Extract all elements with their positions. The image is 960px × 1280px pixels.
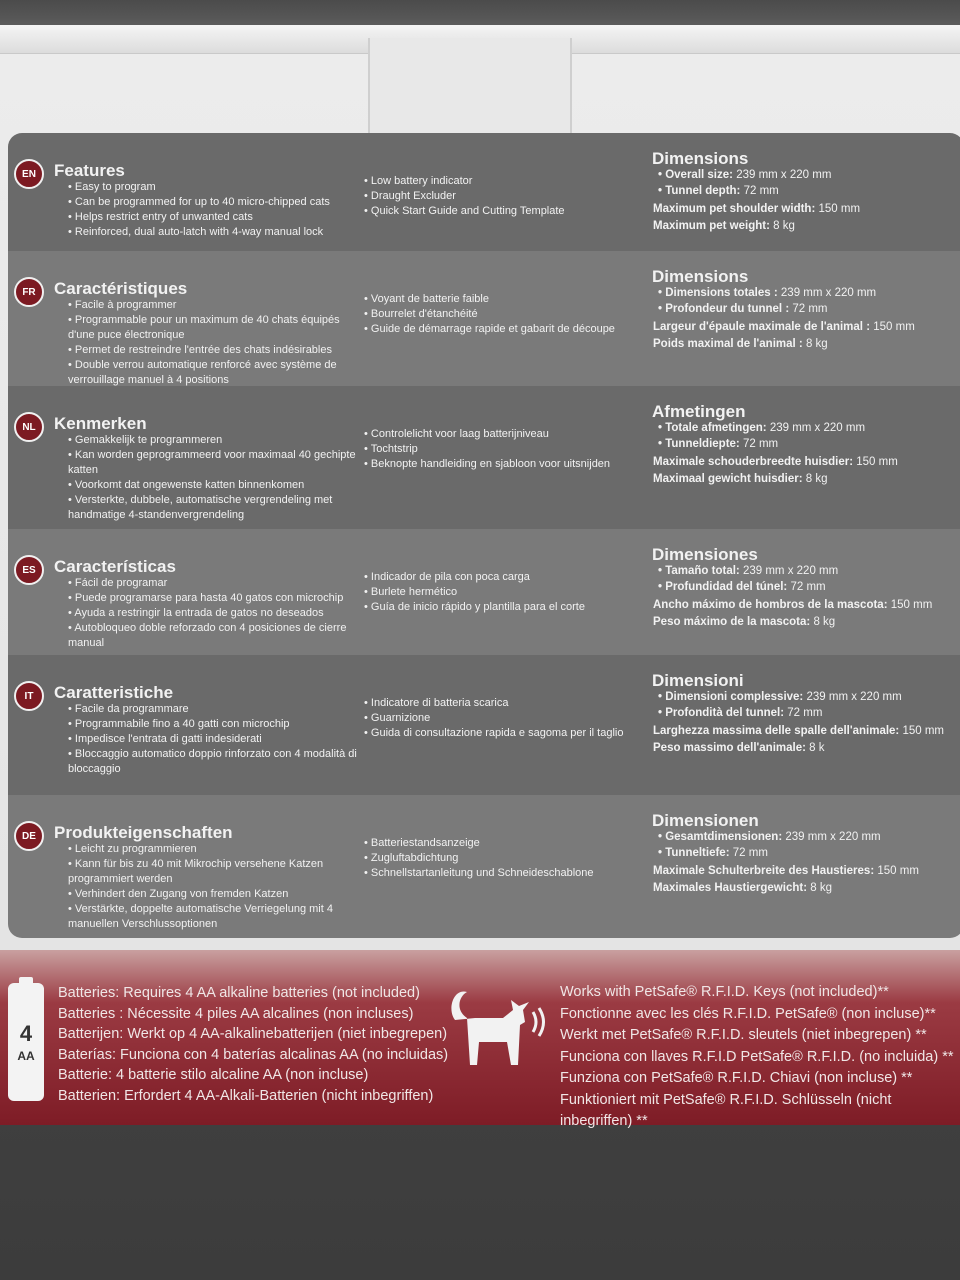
feature-item: • Easy to program bbox=[68, 180, 358, 195]
feature-list-2 bbox=[364, 427, 644, 472]
language-badge: EN bbox=[14, 159, 44, 189]
dimensions-title: Dimensionen bbox=[652, 811, 759, 830]
feature-item: • Bloccaggio automatico doppio rinforzato con 4 modalità di bloccaggio bbox=[68, 747, 358, 777]
dimension-value: 150 mm bbox=[856, 456, 898, 468]
feature-item: • Can be programmed for up to 40 micro-chipped cats bbox=[68, 195, 358, 210]
section-title: Caratteristiche bbox=[54, 683, 174, 702]
feature-item: • Zugluftabdichtung bbox=[364, 851, 644, 866]
feature-item: • Controlelicht voor laag batterijniveau bbox=[364, 427, 644, 442]
dimension-value: 72 mm bbox=[743, 185, 779, 197]
feature-item: • Fácil de programar bbox=[68, 576, 358, 591]
dimension-label: • Tunneltiefe: bbox=[658, 847, 730, 859]
dimensions-title: Dimensiones bbox=[652, 545, 758, 564]
dimension-line bbox=[653, 220, 795, 232]
feature-item: • Impedisce l'entrata di gatti indesiderati bbox=[68, 732, 358, 747]
dimension-label: Peso máximo de la mascota: bbox=[653, 616, 811, 628]
dimension-value: 8 kg bbox=[810, 882, 832, 894]
feature-list bbox=[68, 576, 358, 651]
feature-list-2 bbox=[364, 292, 644, 337]
feature-item: • Low battery indicator bbox=[364, 174, 644, 189]
feature-item: • Reinforced, dual auto-latch with 4-way manual lock bbox=[68, 225, 358, 240]
battery-line: Batterien: Erfordert 4 AA-Alkali-Batterien (nicht inbegriffen) bbox=[58, 1087, 434, 1104]
feature-list bbox=[68, 842, 358, 932]
language-badge: DE bbox=[14, 821, 44, 851]
dimensions-title: Dimensions bbox=[652, 267, 749, 286]
dimension-label: • Profundidad del túnel: bbox=[658, 581, 788, 593]
rfid-line: Funktioniert mit PetSafe® R.F.I.D. Schlüsseln (nicht inbegriffen) ** bbox=[560, 1091, 892, 1129]
dimensions-title: Dimensions bbox=[652, 149, 749, 168]
dimension-label: Largeur d'épaule maximale de l'animal : bbox=[653, 321, 871, 333]
dimension-line bbox=[658, 847, 768, 859]
language-badge: ES bbox=[14, 555, 44, 585]
dimension-value: 239 mm x 220 mm bbox=[742, 565, 839, 577]
feature-item: • Autobloqueo doble reforzado con 4 posiciones de cierre manual bbox=[68, 621, 358, 651]
feature-item: • Beknopte handleiding en sjabloon voor uitsnijden bbox=[364, 457, 644, 472]
dimension-value: 72 mm bbox=[790, 581, 826, 593]
feature-item: • Schnellstartanleitung und Schneideschablone bbox=[364, 866, 644, 881]
section-fr bbox=[8, 251, 960, 386]
battery-line: Batterijen: Werkt op 4 AA-alkalinebatterijen (niet inbegrepen) bbox=[58, 1026, 448, 1042]
battery-icon bbox=[8, 983, 44, 1101]
feature-list bbox=[68, 180, 358, 240]
feature-item: • Kan worden geprogrammeerd voor maximaal 40 gechipte katten bbox=[68, 448, 358, 478]
section-en bbox=[8, 133, 960, 251]
feature-item: • Voyant de batterie faible bbox=[364, 292, 644, 307]
feature-item: • Guide de démarrage rapide et gabarit de découpe bbox=[364, 322, 644, 337]
rfid-info bbox=[560, 982, 960, 1133]
dimension-value: 8 kg bbox=[773, 220, 795, 232]
dimension-label: • Profondità del tunnel: bbox=[658, 707, 785, 719]
feature-item: • Batteriestandsanzeige bbox=[364, 836, 644, 851]
feature-item: • Draught Excluder bbox=[364, 189, 644, 204]
feature-item: • Facile da programmare bbox=[68, 702, 358, 717]
dimension-line bbox=[653, 616, 835, 628]
rfid-line: Funziona con PetSafe® R.F.I.D. Chiavi (non incluse) ** bbox=[560, 1070, 913, 1086]
dimension-label: Maximale Schulterbreite des Haustieres: bbox=[653, 865, 875, 877]
dimensions-title: Afmetingen bbox=[652, 402, 746, 421]
feature-list-2 bbox=[364, 836, 644, 881]
dimensions-title: Dimensioni bbox=[652, 671, 744, 690]
battery-line: Batteries: Requires 4 AA alkaline batteries (not included) bbox=[58, 985, 420, 1001]
dimension-value: 72 mm bbox=[787, 707, 823, 719]
footer-band bbox=[0, 950, 960, 1129]
feature-item: • Programmable pour un maximum de 40 chats équipés d'une puce électronique bbox=[68, 313, 358, 343]
dimension-value: 72 mm bbox=[742, 438, 779, 450]
section-es bbox=[8, 529, 960, 655]
dimension-value: 8 kg bbox=[805, 473, 828, 485]
feature-item: • Helps restrict entry of unwanted cats bbox=[68, 210, 358, 225]
feature-item: • Verhindert den Zugang von fremden Katzen bbox=[68, 887, 358, 902]
dimension-label: Maximum pet weight: bbox=[653, 220, 770, 232]
feature-list bbox=[68, 298, 358, 388]
feature-item: • Indicador de pila con poca carga bbox=[364, 570, 644, 585]
dimension-label: • Tunnel depth: bbox=[658, 185, 741, 197]
feature-item: • Double verrou automatique renforcé avec système de verrouillage manuel à 4 positions bbox=[68, 358, 358, 388]
battery-count: 4 bbox=[19, 1021, 33, 1046]
feature-list-2 bbox=[364, 570, 644, 615]
section-title: Kenmerken bbox=[54, 414, 147, 433]
dimension-value: 239 mm x 220 mm bbox=[780, 287, 877, 299]
dimension-line bbox=[658, 581, 826, 593]
feature-item: • Bourrelet d'étanchéité bbox=[364, 307, 644, 322]
rfid-line: Funciona con llaves R.F.I.D PetSafe® R.F.I.D. (no incluida) ** bbox=[560, 1048, 954, 1065]
dimension-value: 150 mm bbox=[877, 865, 919, 877]
language-badge: FR bbox=[14, 277, 44, 307]
feature-item: • Leicht zu programmieren bbox=[68, 842, 358, 857]
dimension-value: 239 mm x 220 mm bbox=[785, 831, 881, 843]
dimension-line bbox=[653, 599, 932, 611]
dimension-line bbox=[658, 707, 822, 719]
dimension-line bbox=[653, 725, 944, 737]
feature-item: • Quick Start Guide and Cutting Template bbox=[364, 204, 644, 219]
dimension-line bbox=[658, 422, 865, 434]
cat-rfid-icon bbox=[445, 980, 555, 1070]
feature-list-2 bbox=[364, 696, 644, 741]
feature-list-2 bbox=[364, 174, 644, 219]
feature-item: • Puede programarse para hasta 40 gatos con microchip bbox=[68, 591, 358, 606]
section-de bbox=[8, 795, 960, 938]
section-title: Características bbox=[54, 557, 176, 576]
feature-item: • Ayuda a restringir la entrada de gatos no deseados bbox=[68, 606, 358, 621]
dimension-value: 239 mm x 220 mm bbox=[806, 691, 902, 703]
feature-item: • Programmabile fino a 40 gatti con microchip bbox=[68, 717, 358, 732]
dimension-value: 150 mm bbox=[890, 599, 933, 611]
feature-item: • Gemakkelijk te programmeren bbox=[68, 433, 358, 448]
dimension-label: Maximum pet shoulder width: bbox=[653, 203, 816, 215]
dimension-label: Maximales Haustiergewicht: bbox=[653, 882, 808, 894]
dimension-line bbox=[653, 203, 860, 215]
dimension-label: Maximale schouderbreedte huisdier: bbox=[653, 456, 854, 468]
dimension-line bbox=[658, 169, 831, 181]
language-badge: NL bbox=[14, 412, 44, 442]
feature-item: • Facile à programmer bbox=[68, 298, 358, 313]
dimension-label: • Dimensioni complessive: bbox=[658, 691, 804, 703]
dimension-label: • Totale afmetingen: bbox=[658, 422, 767, 434]
dimension-line bbox=[653, 742, 824, 754]
dimension-label: • Tamaño total: bbox=[658, 565, 740, 577]
dimension-label: • Dimensions totales : bbox=[658, 287, 778, 299]
feature-item: • Guida di consultazione rapida e sagoma per il taglio bbox=[364, 726, 644, 741]
dimension-value: 8 kg bbox=[813, 616, 836, 628]
section-it bbox=[8, 655, 960, 795]
feature-item: • Guía de inicio rápido y plantilla para el corte bbox=[364, 600, 644, 615]
battery-info bbox=[58, 983, 448, 1106]
dimension-line bbox=[653, 321, 915, 333]
dimension-value: 72 mm bbox=[732, 847, 768, 859]
feature-item: • Versterkte, dubbele, automatische vergrendeling met handmatige 4-standenvergrendeling bbox=[68, 493, 358, 523]
battery-unit: AA bbox=[17, 1049, 35, 1063]
dimension-value: 150 mm bbox=[873, 321, 915, 333]
dimension-label: Maximaal gewicht huisdier: bbox=[653, 473, 803, 485]
battery-line: Batterie: 4 batterie stilo alcaline AA (non incluse) bbox=[58, 1067, 369, 1083]
dimension-label: • Overall size: bbox=[658, 169, 733, 181]
dimension-label: • Gesamtdimensionen: bbox=[658, 831, 783, 843]
rfid-line: Fonctionne avec les clés R.F.I.D. PetSafe® (non incluse)** bbox=[560, 1005, 936, 1022]
feature-item: • Burlete hermético bbox=[364, 585, 644, 600]
feature-list bbox=[68, 433, 358, 523]
dimension-label: Poids maximal de l'animal : bbox=[653, 338, 803, 350]
dimension-label: Peso massimo dell'animale: bbox=[653, 742, 806, 754]
dimension-line bbox=[653, 473, 828, 485]
dimension-label: Larghezza massima delle spalle dell'animale: bbox=[653, 725, 900, 737]
feature-item: • Guarnizione bbox=[364, 711, 644, 726]
dimension-label: Ancho máximo de hombros de la mascota: bbox=[653, 599, 888, 611]
feature-list bbox=[68, 702, 358, 777]
battery-line: Batteries : Nécessite 4 piles AA alcalines (non incluses) bbox=[58, 1005, 414, 1022]
rfid-line: Werkt met PetSafe® R.F.I.D. sleutels (niet inbegrepen) ** bbox=[560, 1027, 927, 1043]
feature-item: • Voorkomt dat ongewenste katten binnenkomen bbox=[68, 478, 358, 493]
feature-item: • Indicatore di batteria scarica bbox=[364, 696, 644, 711]
dimension-value: 72 mm bbox=[792, 303, 828, 315]
dimension-value: 239 mm x 220 mm bbox=[769, 422, 866, 434]
dimension-value: 8 kg bbox=[805, 338, 828, 350]
feature-item: • Permet de restreindre l'entrée des chats indésirables bbox=[68, 343, 358, 358]
dimension-label: • Tunneldiepte: bbox=[658, 438, 740, 450]
dimension-line bbox=[658, 565, 838, 577]
dimension-value: 8 k bbox=[809, 742, 825, 754]
dimension-line bbox=[653, 882, 832, 894]
dimension-line bbox=[658, 287, 876, 299]
dimension-line bbox=[658, 438, 778, 450]
feature-item: • Tochtstrip bbox=[364, 442, 644, 457]
specs-panel bbox=[8, 133, 960, 938]
dimension-line bbox=[658, 303, 828, 315]
feature-item: • Kann für bis zu 40 mit Mikrochip versehene Katzen programmiert werden bbox=[68, 857, 358, 887]
dimension-value: 150 mm bbox=[902, 725, 945, 737]
battery-line: Baterías: Funciona con 4 baterías alcalinas AA (no incluidas) bbox=[58, 1046, 449, 1063]
feature-item: • Verstärkte, doppelte automatische Verriegelung mit 4 manuellen Verschlussoptionen bbox=[68, 902, 358, 932]
language-badge: IT bbox=[14, 681, 44, 711]
dimension-label: • Profondeur du tunnel : bbox=[658, 303, 790, 315]
dimension-line bbox=[658, 185, 779, 197]
section-nl bbox=[8, 386, 960, 529]
section-title: Features bbox=[54, 161, 125, 180]
dimension-value: 239 mm x 220 mm bbox=[736, 169, 832, 181]
dimension-value: 150 mm bbox=[818, 203, 861, 215]
dimension-line bbox=[653, 338, 828, 350]
dimension-line bbox=[658, 831, 881, 843]
section-title: Caractéristiques bbox=[54, 279, 188, 298]
rfid-line: Works with PetSafe® R.F.I.D. Keys (not included)** bbox=[560, 984, 889, 1000]
section-title: Produkteigenschaften bbox=[54, 823, 233, 842]
dimension-line bbox=[653, 865, 919, 877]
dimension-line bbox=[653, 456, 898, 468]
dimension-line bbox=[658, 691, 902, 703]
